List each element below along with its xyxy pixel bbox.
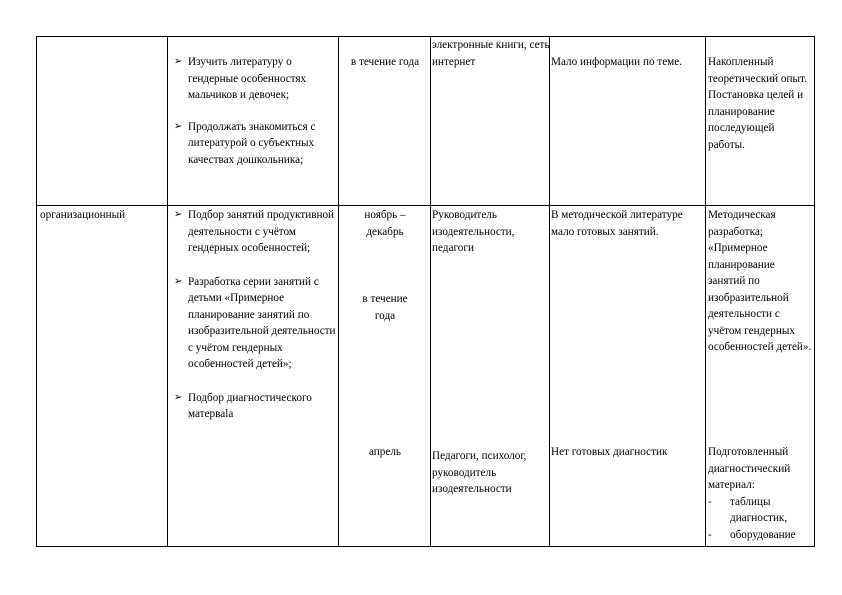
term-text: ноябрь – декабрь <box>364 209 406 238</box>
activities-cell <box>174 54 336 168</box>
term-cell <box>345 444 425 461</box>
activity-text: Продолжать знакомиться с литературой о субъектных качествах дошкольника; <box>188 120 316 166</box>
column-divider <box>167 36 168 547</box>
activity-text: Подбор занятий продуктивной деятельности с учётом гендерных особенностей; <box>188 209 335 254</box>
stage-cell <box>40 207 166 224</box>
list-item <box>708 527 814 544</box>
term-text: апрель <box>368 446 402 458</box>
result-cell <box>708 54 814 153</box>
arrow-bullet-icon: ➢ <box>174 275 183 287</box>
list-item <box>174 54 336 104</box>
arrow-bullet-icon: ➢ <box>174 209 183 220</box>
arrow-bullet-icon: ➢ <box>174 120 183 132</box>
table-top-border <box>36 36 814 37</box>
list-item <box>174 274 337 373</box>
executor-cell <box>432 207 548 257</box>
executor-text: Руководитель изодеятельности, педагоги <box>432 209 515 254</box>
result-cell <box>708 207 814 356</box>
result-cell <box>708 444 814 543</box>
activity-text: Подбор диагностического матерваla <box>188 391 312 420</box>
column-divider <box>705 36 706 547</box>
list-item <box>174 119 336 169</box>
result-text: Подготовленный диагностический материал: <box>708 446 791 491</box>
result-list-text: таблицы диагностик, <box>730 495 788 524</box>
executor-cell <box>432 37 550 70</box>
difficulty-text: В методической литературе мало готовых занятий. <box>551 209 683 238</box>
list-item <box>708 494 814 527</box>
result-text: Методическая разработка; «Примерное планирование занятий по изобразительной деятельности с учётом гендерных особенностей детей». <box>708 209 812 353</box>
term-cell <box>345 207 425 240</box>
result-text: Накопленный теоретический опыт. Постановка целей и планирование последующей работы. <box>708 56 807 151</box>
activity-text: Разработка серии занятий с детьми «Примерное планирование занятий по изобразительной деятельности с учётом гендерных особенностей детей»; <box>188 275 336 370</box>
arrow-bullet-icon: ➢ <box>174 56 183 67</box>
term-cell <box>345 54 425 71</box>
table-right-border <box>814 36 815 547</box>
activity-text: Изучить литературу о гендерные особенностях мальчиков и девочек; <box>188 56 307 101</box>
column-divider <box>338 36 339 547</box>
column-divider <box>430 36 431 547</box>
difficulty-text: Мало информации по теме. <box>551 56 683 68</box>
difficulty-cell <box>551 207 704 240</box>
row-divider <box>36 205 814 206</box>
list-item <box>174 207 337 257</box>
result-list-text: оборудование <box>730 528 796 541</box>
dash-bullet-icon: - <box>708 528 712 541</box>
executor-cell <box>432 448 552 498</box>
executor-text: Педагоги, психолог, руководитель изодеятельности <box>432 450 527 495</box>
arrow-bullet-icon: ➢ <box>174 391 183 403</box>
list-item <box>174 390 337 423</box>
difficulty-cell <box>551 444 704 461</box>
dash-bullet-icon: - <box>708 495 712 508</box>
term-text: в течение года <box>362 293 408 322</box>
difficulty-cell <box>551 54 703 71</box>
activities-cell <box>174 207 337 423</box>
term-cell <box>345 291 425 324</box>
table-left-border <box>36 36 37 547</box>
table-bottom-border <box>36 546 814 547</box>
executor-text: электронные книги, сеть интернет <box>432 39 550 68</box>
term-text: в течение года <box>350 56 420 68</box>
difficulty-text: Нет готовых диагностик <box>551 446 668 458</box>
stage-label: организационный <box>40 209 126 221</box>
